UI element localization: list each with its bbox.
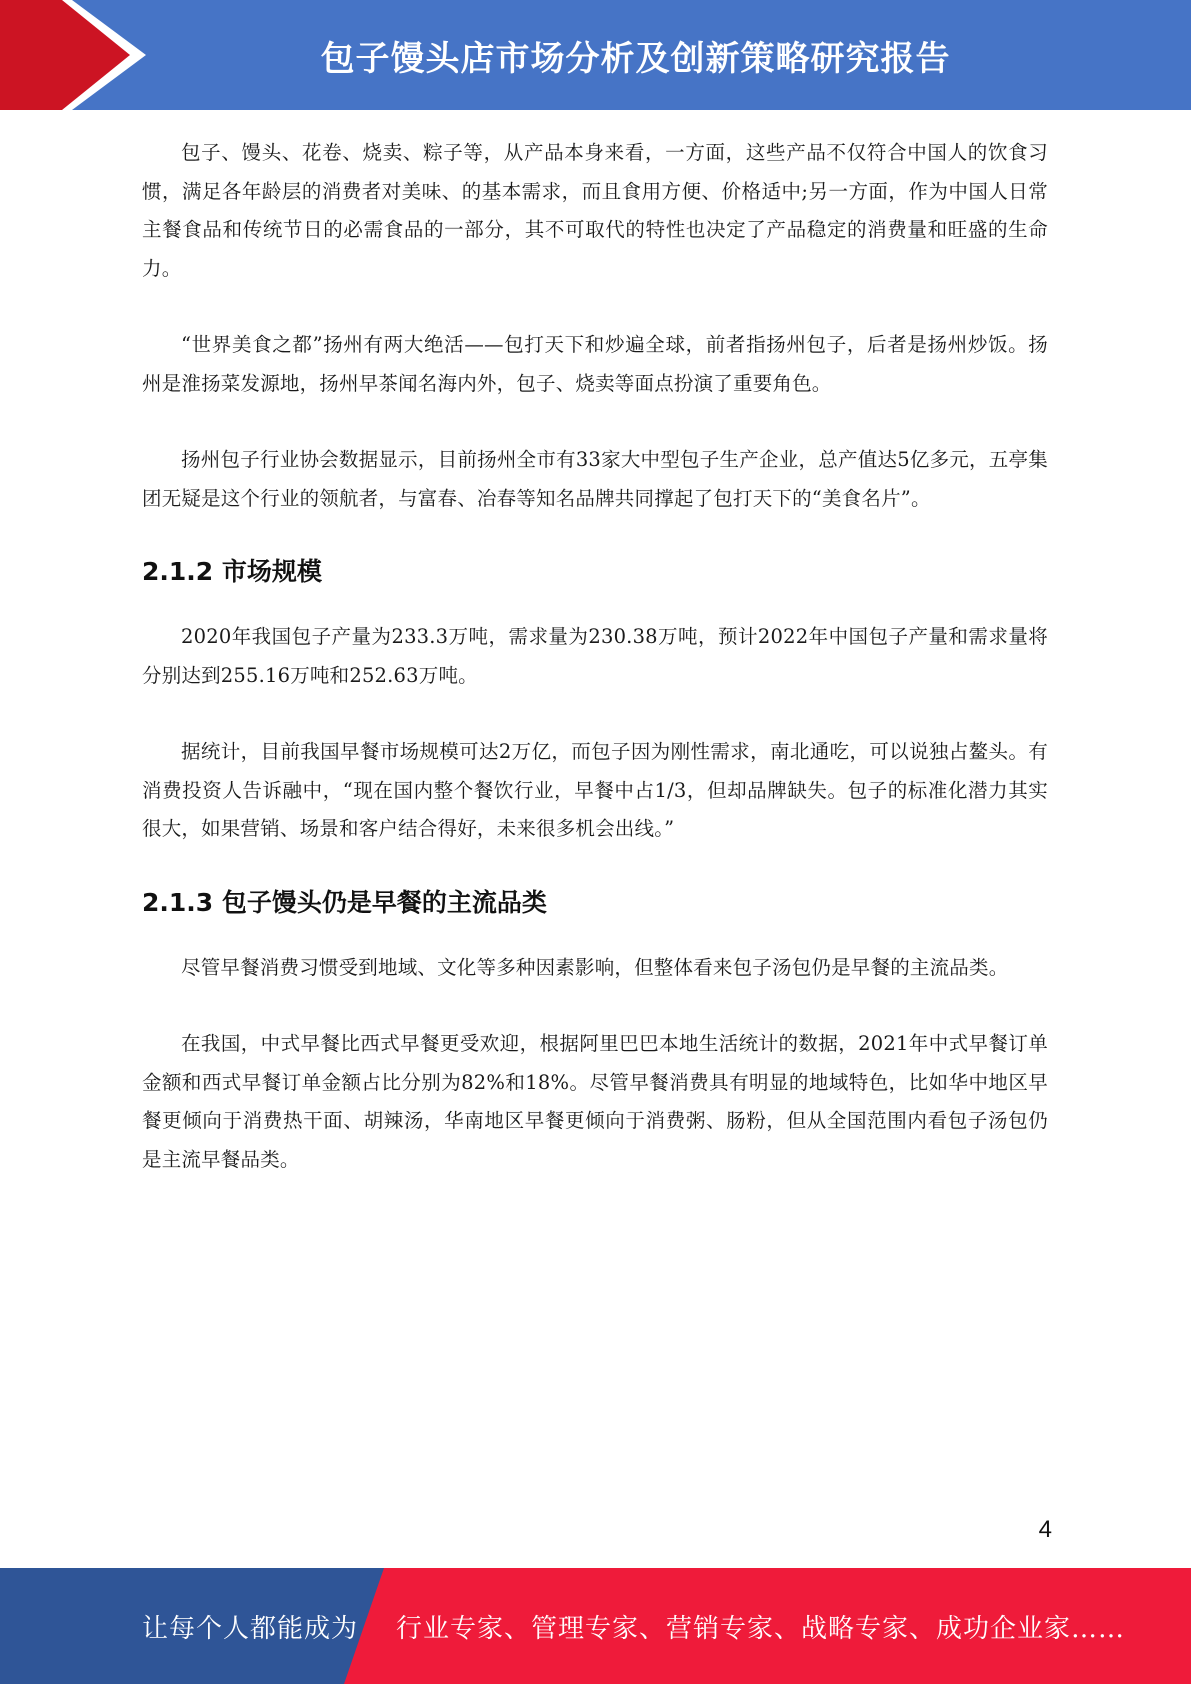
document-title: 包子馒头店市场分析及创新策略研究报告	[320, 38, 951, 79]
body-paragraph: “世界美食之都”扬州有两大绝活——包打天下和炒遍全球，前者指扬州包子，后者是扬州炒饭。扬州是淮扬菜发源地，扬州早茶闻名海内外，包子、烧卖等面点扮演了重要角色。	[142, 333, 1048, 395]
footer-banner	[0, 1568, 1191, 1684]
body-paragraph: 在我国，中式早餐比西式早餐更受欢迎，根据阿里巴巴本地生活统计的数据，2021年中式早餐订单金额和西式早餐订单金额占比分别为82%和18%。尽管早餐消费具有明显的地域特色，比如华中地区早餐更倾向于消费热干面、胡辣汤，华南地区早餐更倾向于消费粥、肠粉，但从全国范围内看包子汤包仍是主流早餐品类。	[142, 1032, 1048, 1171]
footer-slogan-left: 让每个人都能成为	[142, 1613, 359, 1644]
section-heading-2-1-2: 2.1.2 市场规模	[142, 557, 322, 586]
body-paragraph: 扬州包子行业协会数据显示，目前扬州全市有33家大中型包子生产企业，总产值达5亿多元，五亭集团无疑是这个行业的领航者，与富春、冶春等知名品牌共同撑起了包打天下的“美食名片”。	[142, 448, 1048, 510]
page-content	[142, 134, 1048, 1217]
body-paragraph: 据统计，目前我国早餐市场规模可达2万亿，而包子因为刚性需求，南北通吃，可以说独占鳌头。有消费投资人告诉融中，“现在国内整个餐饮行业，早餐中占1/3，但却品牌缺失。包子的标准化潜力其实很大，如果营销、场景和客户结合得好，未来很多机会出线。”	[142, 740, 1048, 840]
body-paragraph: 2020年我国包子产量为233.3万吨，需求量为230.38万吨，预计2022年中国包子产量和需求量将分别达到255.16万吨和252.63万吨。	[142, 625, 1048, 687]
body-paragraph: 包子、馒头、花卷、烧卖、粽子等，从产品本身来看，一方面，这些产品不仅符合中国人的饮食习惯，满足各年龄层的消费者对美味、的基本需求，而且食用方便、价格适中;另一方面，作为中国人日常主餐食品和传统节日的必需食品的一部分，其不可取代的特性也决定了产品稳定的消费量和旺盛的生命力。	[142, 141, 1048, 280]
header-banner	[0, 0, 1191, 110]
header-arrow-decoration	[0, 0, 160, 110]
body-paragraph: 尽管早餐消费习惯受到地域、文化等多种因素影响，但整体看来包子汤包仍是早餐的主流品类。	[181, 955, 1009, 979]
page-number: 4	[1038, 1516, 1052, 1543]
footer-slogan-right: 行业专家、管理专家、营销专家、战略专家、成功企业家……	[396, 1613, 1126, 1644]
section-heading-2-1-3: 2.1.3 包子馒头仍是早餐的主流品类	[142, 887, 547, 917]
